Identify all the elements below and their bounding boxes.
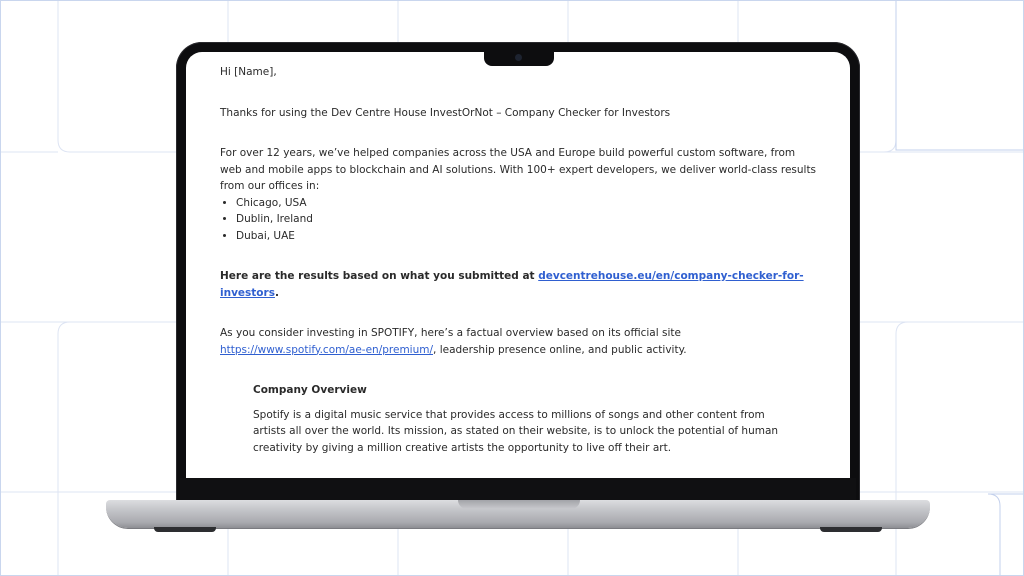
email-thanks: Thanks for using the Dev Centre House InvestOrNot – Company Checker for Investors [220,106,671,119]
laptop-foot-right [820,527,882,532]
office-list [220,195,820,245]
laptop-foot-left [154,527,216,532]
camera-icon [515,54,522,61]
results-suffix: . [274,286,279,299]
screen-bottom-bezel [180,478,856,500]
results-line [220,268,820,301]
email-body [220,64,820,503]
results-text: Here are the results based on what you submitted at [220,270,539,282]
results-link[interactable]: devcentrehouse.eu/en/company-checker-for-investors [220,270,804,299]
overview-suffix: , leadership presence online, and public activity. [433,343,687,356]
spotify-link[interactable]: https://www.spotify.com/ae-en/premium/ [220,343,434,356]
laptop-screen [186,52,850,478]
laptop-thumb-notch [458,500,580,509]
overview-text: As you consider investing in SPOTIFY, here’s a factual overview based on its official site [220,327,681,339]
camera-notch [484,50,554,66]
email-greeting: Hi [Name], [220,66,277,78]
section-title: Company Overview [253,384,367,396]
office-item-dubai: • Dubai, UAE [236,228,820,245]
office-item-dublin: • Dublin, Ireland [236,211,820,228]
email-intro: For over 12 years, we’ve helped companies across the USA and Europe build powerful custom software, from web and mobile apps to blockchain and AI solutions. With 100+ expert developers, we deliver world-class results from our offices in: [220,147,817,192]
office-item-chicago: • Chicago, USA [236,195,820,212]
company-overview-section [253,382,793,456]
section-body: Spotify is a digital music service that provides access to millions of songs and other content from artists all over the world. Its mission, as stated on their website, is to unlock the potential of human creativity by giving a million creative artists the opportunity to live off their art. [253,408,779,454]
overview-line [220,325,820,358]
